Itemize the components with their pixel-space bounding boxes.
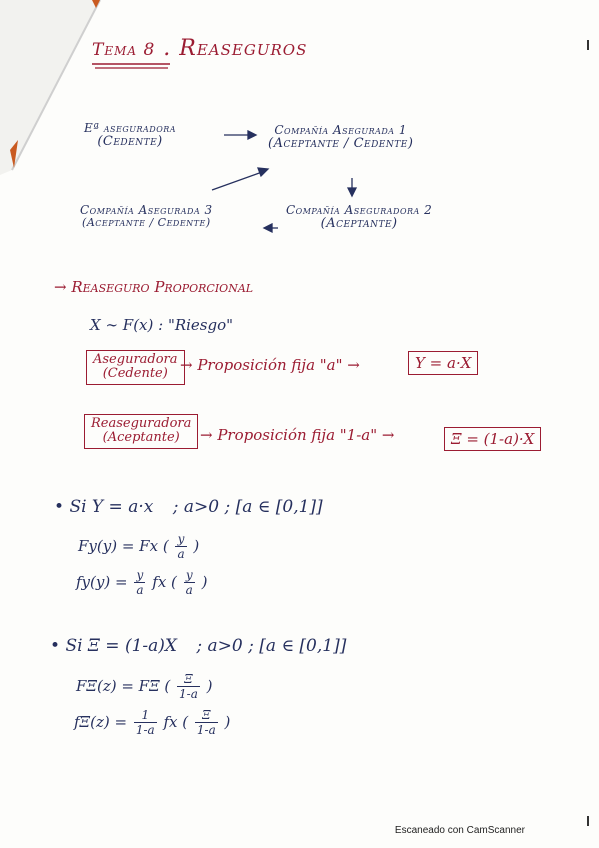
flow-node-3-line2: (Aceptante)	[320, 216, 398, 232]
riesgo-line: X ∼ F(x) : "Riesgo"	[90, 316, 234, 334]
flow-node-1	[84, 122, 176, 149]
case2-f2-frac	[134, 708, 157, 738]
case1-f2-num: y	[134, 568, 145, 583]
case2-f2-left: fΞ(z) =	[74, 712, 128, 731]
case1-f2-frac	[134, 568, 145, 598]
case1-formula-1: Fy(y) = Fx ( $\frac{y}{a}$ )	[78, 532, 200, 562]
section-heading	[54, 278, 253, 296]
case2-f2-num: 1	[134, 708, 157, 723]
margin-mark-bottom	[587, 816, 589, 826]
case1-f2-num2: y	[184, 568, 195, 583]
title-tema: Tema 8	[92, 40, 156, 60]
title-sep: .	[163, 36, 172, 61]
case1-f1-left: Fy(y) = Fx	[78, 536, 159, 555]
reaseguradora-box-line1: Reaseguradora	[91, 416, 192, 431]
case2-formula-1: FΞ(z) = FΞ ( $\frac{\Xi}{1-a}$ )	[76, 672, 213, 702]
case2-f1-frac	[177, 672, 200, 702]
case1-f2-den: a	[136, 583, 144, 598]
flow-node-2	[268, 124, 413, 151]
flow-node-2-line2: (Aceptante / Cedente)	[268, 136, 414, 152]
flow-node-4-line1: Compañía Asegurada 3	[80, 203, 213, 217]
flow-node-3	[286, 204, 432, 231]
flow-node-2-line1: Compañía Asegurada 1	[274, 123, 408, 137]
case1-f1-frac	[175, 532, 186, 562]
case1-f2-frac2	[184, 568, 195, 598]
case1-bullet: •	[54, 497, 65, 517]
aseguradora-box	[86, 350, 185, 385]
scanner-watermark: Escaneado con CamScanner	[394, 825, 525, 836]
title-name: Reaseguros	[179, 36, 308, 61]
flow-node-3-line1: Compañía Aseguradora 2	[286, 203, 433, 217]
reaseguradora-box	[84, 414, 198, 449]
case2-f2-num2: Ξ	[195, 708, 218, 723]
case2-f2-frac2	[195, 708, 218, 738]
case2-f1-num: Ξ	[177, 672, 200, 687]
aseguradora-box-line2: (Cedente)	[102, 366, 168, 382]
row2-formula: Ξ = (1-a)·X	[444, 427, 541, 451]
case2-bullet: •	[50, 636, 61, 656]
case1-cond: Si Y = a·x	[69, 497, 154, 517]
case2-f2-den: 1-a	[135, 723, 155, 738]
case1-condition	[54, 497, 323, 517]
flow-node-1-line1: Eª aseguradora	[84, 121, 177, 135]
case1-f2-left: fy(y) =	[76, 572, 128, 591]
case2-cond2: ; a>0 ; [a ∈ [0,1]]	[196, 636, 347, 656]
row2-text: → Proposición fija "1-a" →	[200, 426, 395, 444]
row1-formula: Y = a·X	[408, 351, 478, 375]
case2-f1-den: 1-a	[179, 687, 198, 702]
flow-node-1-line2: (Cedente)	[97, 134, 163, 150]
reaseguradora-box-line2: (Aceptante)	[102, 430, 180, 446]
flow-node-4-line2: (Aceptante / Cedente)	[82, 216, 211, 230]
case1-formula-2: fy(y) = $\frac{y}{a}$ fx ( $\frac{y}{a}$ )	[76, 568, 208, 598]
case1-f2-mid: fx	[152, 572, 167, 591]
case2-formula-2: fΞ(z) = $\frac{1}{1-a}$ fx ( $\frac{\Xi}{1-a}$ )	[74, 708, 231, 738]
row1-text: → Proposición fija "a" →	[180, 356, 360, 374]
case2-cond: Si Ξ = (1-a)X	[65, 636, 177, 656]
case1-f1-num: y	[175, 532, 186, 547]
aseguradora-box-line1: Aseguradora	[93, 352, 178, 367]
section-arrow: →	[54, 278, 67, 296]
case1-cond2: ; a>0 ; [a ∈ [0,1]]	[172, 497, 323, 517]
section-heading-text: Reaseguro Proporcional	[71, 278, 254, 296]
case1-f1-den: a	[177, 547, 185, 562]
case2-f2-mid: fx	[163, 712, 178, 731]
flow-node-4	[80, 204, 213, 229]
case2-f1-left: FΞ(z) = FΞ	[76, 676, 160, 695]
case2-condition	[50, 636, 346, 656]
case1-f2-den2: a	[185, 583, 193, 598]
case2-f2-den2: 1-a	[196, 723, 216, 738]
